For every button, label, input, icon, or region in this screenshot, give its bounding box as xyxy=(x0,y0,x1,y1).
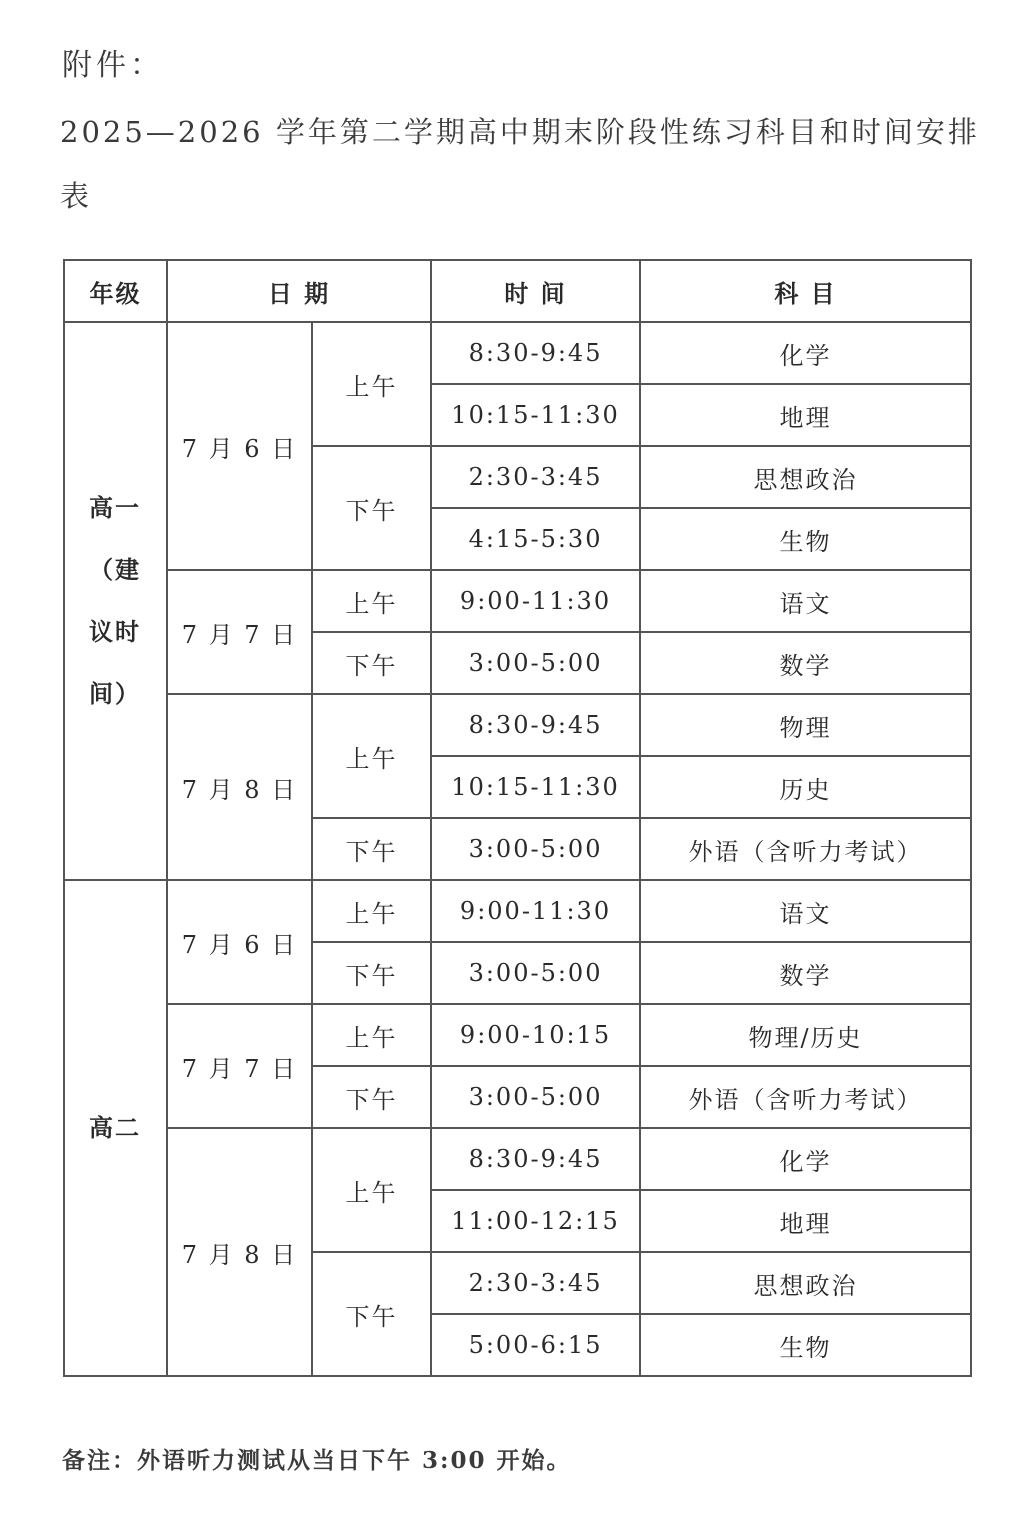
table-row xyxy=(64,570,971,632)
date-cell: 7 月 6 日 xyxy=(167,880,312,1004)
date-cell: 7 月 7 日 xyxy=(167,1004,312,1128)
time-cell: 3:00-5:00 xyxy=(431,1066,640,1128)
time-cell: 10:15-11:30 xyxy=(431,384,640,446)
table-row xyxy=(64,880,971,942)
period-cell: 下午 xyxy=(312,632,431,694)
header-time: 时 间 xyxy=(431,260,640,322)
subject-cell: 物理/历史 xyxy=(640,1004,971,1066)
period-cell: 下午 xyxy=(312,818,431,880)
period-cell: 下午 xyxy=(312,942,431,1004)
time-cell: 9:00-11:30 xyxy=(431,880,640,942)
grade2-label: 高二 xyxy=(64,880,167,1376)
time-cell: 9:00-10:15 xyxy=(431,1004,640,1066)
time-cell: 2:30-3:45 xyxy=(431,1252,640,1314)
time-cell: 2:30-3:45 xyxy=(431,446,640,508)
time-cell: 3:00-5:00 xyxy=(431,632,640,694)
date-cell: 7 月 8 日 xyxy=(167,694,312,880)
period-cell: 上午 xyxy=(312,694,431,818)
footnote: 备注：外语听力测试从当日下午 3:00 开始。 xyxy=(62,1447,572,1474)
period-cell: 下午 xyxy=(312,446,431,570)
time-cell: 10:15-11:30 xyxy=(431,756,640,818)
grade1-label-line: 议时 xyxy=(89,617,141,646)
time-cell: 4:15-5:30 xyxy=(431,508,640,570)
attachment-label: 附件： xyxy=(62,48,164,83)
time-cell: 8:30-9:45 xyxy=(431,694,640,756)
period-cell: 下午 xyxy=(312,1066,431,1128)
grade1-label xyxy=(64,322,167,880)
subject-cell: 语文 xyxy=(640,880,971,942)
subject-cell: 语文 xyxy=(640,570,971,632)
period-cell: 上午 xyxy=(312,1128,431,1252)
header-date: 日 期 xyxy=(167,260,431,322)
table-row xyxy=(64,1004,971,1066)
grade1-label-line: （建 xyxy=(89,555,141,584)
header-subject: 科 目 xyxy=(640,260,971,322)
subject-cell: 数学 xyxy=(640,632,971,694)
subject-cell: 化学 xyxy=(640,322,971,384)
subject-cell: 历史 xyxy=(640,756,971,818)
table-row xyxy=(64,322,971,384)
grade1-label-line: 间） xyxy=(89,679,141,708)
subject-cell: 生物 xyxy=(640,508,971,570)
subject-cell: 物理 xyxy=(640,694,971,756)
header-grade: 年级 xyxy=(64,260,167,322)
subject-cell: 地理 xyxy=(640,1190,971,1252)
table-row xyxy=(64,694,971,756)
period-cell: 上午 xyxy=(312,322,431,446)
subject-cell: 思想政治 xyxy=(640,446,971,508)
period-cell: 上午 xyxy=(312,880,431,942)
document-title: 2025—2026 学年第二学期高中期末阶段性练习科目和时间安排表 xyxy=(60,115,980,213)
date-cell: 7 月 6 日 xyxy=(167,322,312,570)
time-cell: 5:00-6:15 xyxy=(431,1314,640,1376)
time-cell: 8:30-9:45 xyxy=(431,322,640,384)
grade1-label-line: 高一 xyxy=(89,493,141,522)
schedule-table xyxy=(63,259,972,1377)
date-cell: 7 月 7 日 xyxy=(167,570,312,694)
subject-cell: 地理 xyxy=(640,384,971,446)
subject-cell: 思想政治 xyxy=(640,1252,971,1314)
time-cell: 11:00-12:15 xyxy=(431,1190,640,1252)
date-cell: 7 月 8 日 xyxy=(167,1128,312,1376)
period-cell: 上午 xyxy=(312,570,431,632)
time-cell: 8:30-9:45 xyxy=(431,1128,640,1190)
period-cell: 上午 xyxy=(312,1004,431,1066)
subject-cell: 生物 xyxy=(640,1314,971,1376)
subject-cell: 化学 xyxy=(640,1128,971,1190)
time-cell: 9:00-11:30 xyxy=(431,570,640,632)
header-row xyxy=(64,260,971,322)
time-cell: 3:00-5:00 xyxy=(431,818,640,880)
time-cell: 3:00-5:00 xyxy=(431,942,640,1004)
period-cell: 下午 xyxy=(312,1252,431,1376)
table-row xyxy=(64,1128,971,1190)
subject-cell: 外语（含听力考试） xyxy=(640,818,971,880)
subject-cell: 外语（含听力考试） xyxy=(640,1066,971,1128)
subject-cell: 数学 xyxy=(640,942,971,1004)
